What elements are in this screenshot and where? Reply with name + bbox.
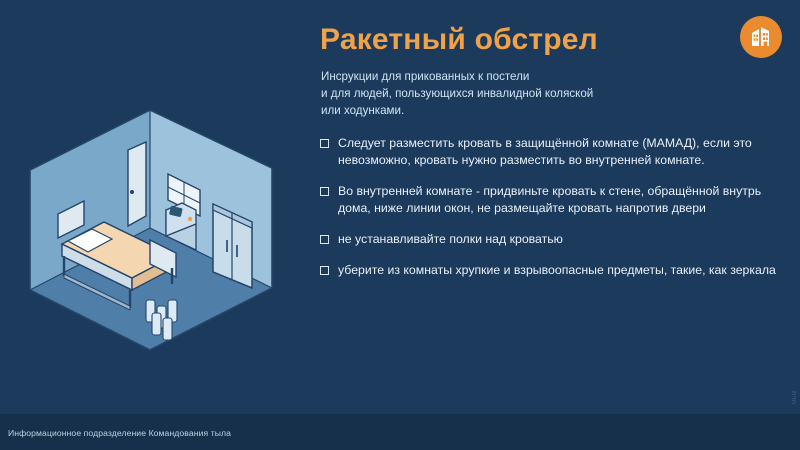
content-panel bbox=[318, 0, 800, 450]
isometric-hospital-room-illustration bbox=[0, 0, 300, 450]
subtitle-line-2: и для людей, пользующихся инвалидной коляской bbox=[321, 86, 594, 100]
checkbox-empty-icon bbox=[320, 266, 329, 275]
subtitle-line-1: Инсрукции для прикованных к постели bbox=[321, 69, 530, 83]
footer-credit: Информационное подразделение Командования тыла bbox=[8, 428, 232, 438]
checkbox-empty-icon bbox=[320, 139, 329, 148]
subtitle-line-3: или ходунками. bbox=[321, 103, 405, 117]
list-item-label: не устанавливайте полки над кроватью bbox=[338, 231, 563, 246]
list-item bbox=[320, 183, 782, 217]
checkbox-empty-icon bbox=[320, 235, 329, 244]
side-mark-label: חזית bbox=[790, 390, 796, 404]
list-item bbox=[320, 135, 782, 169]
instruction-list bbox=[318, 135, 782, 279]
list-item-label: Во внутренней комнате - придвиньте кровать к стене, обращённой внутрь дома, ниже линии окон, не размещайте кровать напротив двери bbox=[338, 183, 762, 215]
page-subtitle bbox=[318, 68, 782, 119]
checkbox-empty-icon bbox=[320, 187, 329, 196]
list-item-label: Следует разместить кровать в защищённой комнате (МАМАД), если это невозможно, кровать нужно разместить во внутренней комнате. bbox=[338, 135, 752, 167]
room-svg bbox=[0, 0, 300, 450]
list-item bbox=[320, 231, 782, 248]
page-title: Ракетный обстрел bbox=[320, 23, 598, 56]
list-item bbox=[320, 262, 782, 279]
list-item-label: уберите из комнаты хрупкие и взрывоопасные предметы, такие, как зеркала bbox=[338, 262, 776, 277]
